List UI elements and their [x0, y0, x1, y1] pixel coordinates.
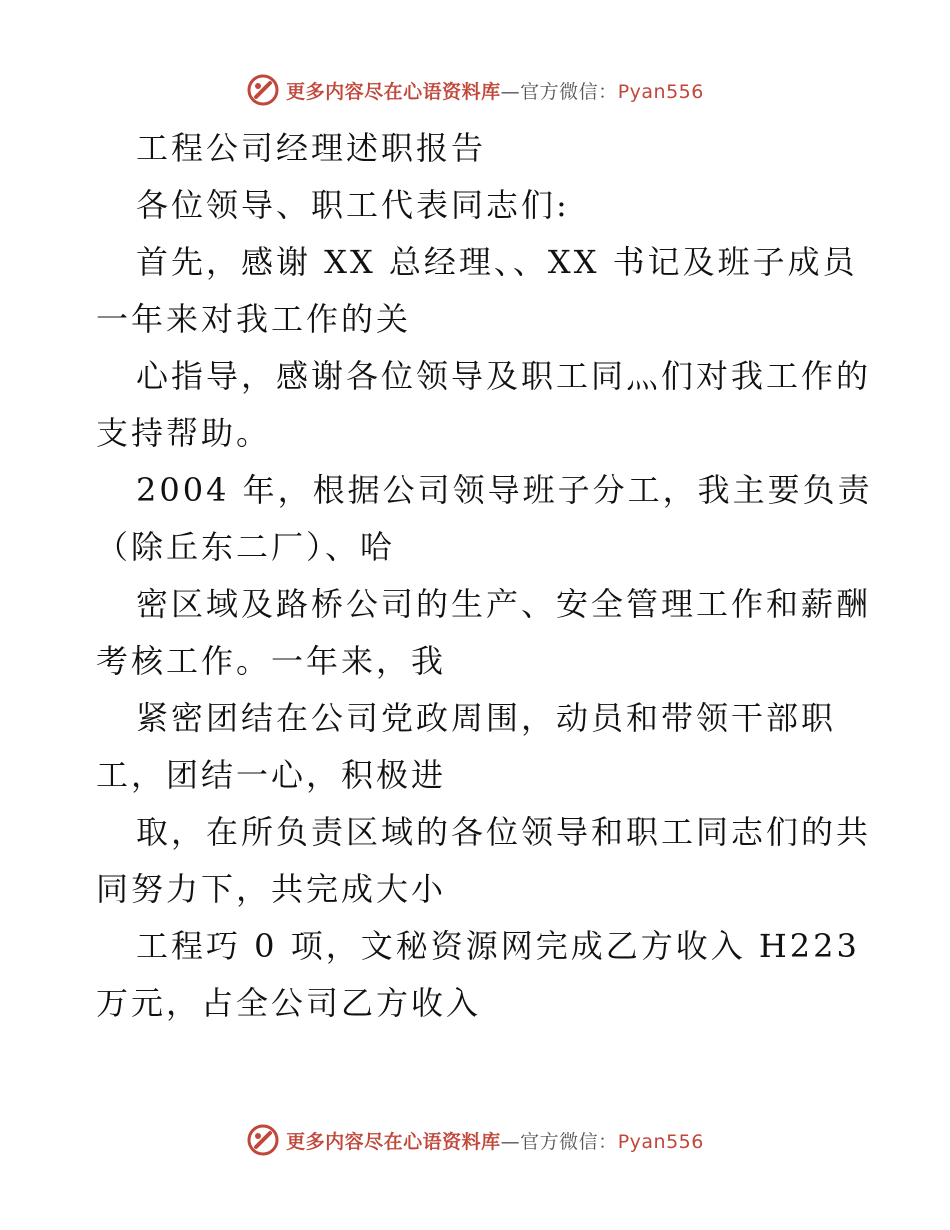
paragraph-line: 万元，占全公司乙方收入	[96, 984, 482, 1022]
paragraph-line: 考核工作。一年来，我	[96, 642, 447, 680]
paragraph-line: 工，团结一心，积极进	[96, 756, 447, 794]
footer-watermark-banner	[0, 1120, 950, 1160]
banner-text	[286, 77, 704, 104]
paragraph-line: （除丘东二厂）、哈	[96, 528, 396, 566]
paragraph-line: 密区域及路桥公司的生产、安全管理工作和薪酬	[136, 585, 872, 623]
banner-wechat-id: Pyan556	[617, 1130, 704, 1153]
paragraph-line: 心指导，感谢各位领导及职工同灬们对我工作的	[136, 357, 872, 395]
header-watermark-banner	[0, 70, 950, 110]
paragraph-line: 一年来对我工作的关	[96, 300, 412, 338]
paragraph-line: 工程公司经理述职报告	[136, 129, 487, 167]
document-body	[96, 120, 873, 1032]
banner-separator-text: —官方微信：	[500, 80, 618, 103]
paragraph-line: 各位领导、职工代表同志们:	[136, 186, 570, 224]
paragraph-line: 紧密团结在公司党政周围，动员和带领干部职	[136, 699, 837, 737]
paragraph-line: 同努力下，共完成大小	[96, 870, 447, 908]
paragraph-line: 工程巧 0 项，文秘资源网完成乙方收入 H223	[136, 927, 860, 965]
banner-main-text: 更多内容尽在心语资料库	[286, 80, 501, 103]
brand-logo-icon	[246, 73, 280, 107]
paragraph-line: 2004 年，根据公司领导班子分工，我主要负责	[136, 471, 873, 509]
paragraph-line: 支持帮助。	[96, 414, 272, 452]
paragraph-line: 首先，感谢 XX 总经理、、XX 书记及班子成员	[136, 243, 858, 281]
banner-main-text: 更多内容尽在心语资料库	[286, 1130, 501, 1153]
brand-logo-icon	[246, 1123, 280, 1157]
paragraph-line: 取，在所负责区域的各位领导和职工同志们的共	[136, 813, 872, 851]
banner-separator-text: —官方微信：	[500, 1130, 618, 1153]
banner-wechat-id: Pyan556	[617, 80, 704, 103]
banner-text	[286, 1127, 704, 1154]
